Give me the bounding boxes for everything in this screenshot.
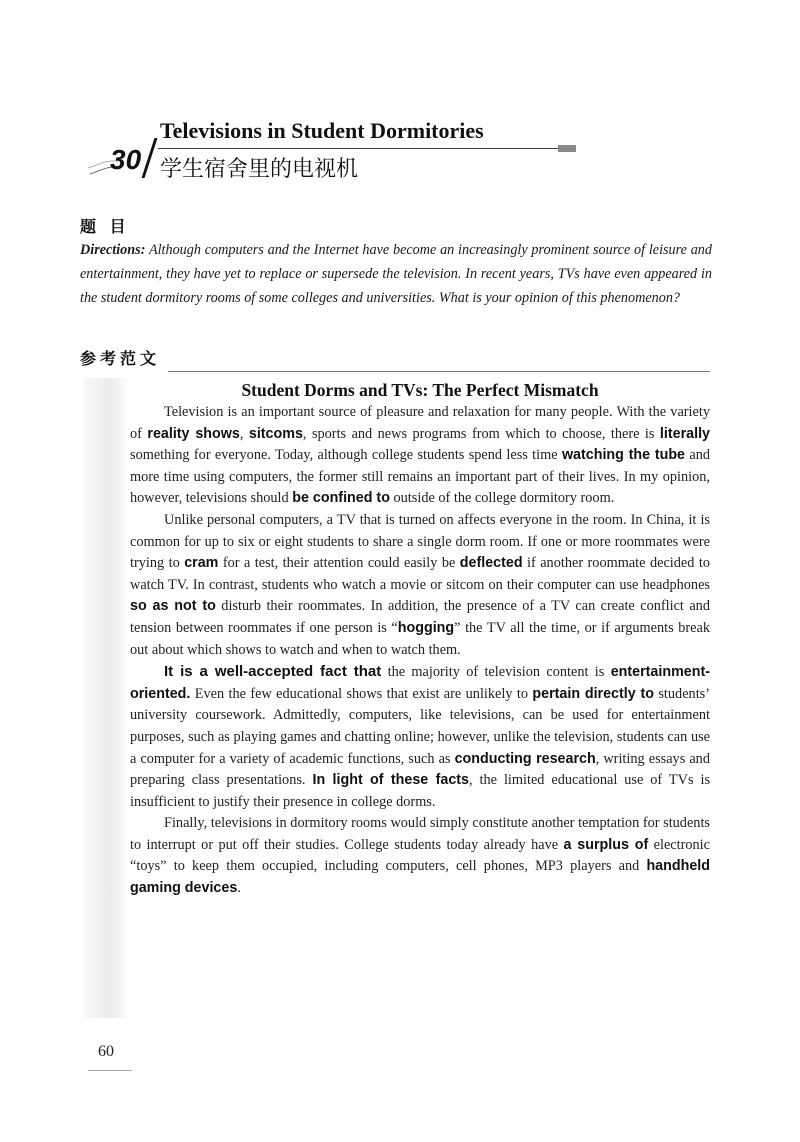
text: disturb their roommates. In addition, the presence of a TV can create conflict and tension between roommates if one person is “ xyxy=(130,598,710,636)
keyword: cram xyxy=(184,555,219,572)
text: students’ university coursework. Admittedly, computers, like televisions, can be used for entertainment purposes, such as playing games and chatting online; however, unlike the television, students can use a computer for a variety of academic functions, such as xyxy=(130,685,710,767)
text: the majority of television content is xyxy=(381,664,611,681)
text: Even the few educational shows that exist are unlikely to xyxy=(190,685,533,702)
text: . xyxy=(237,880,241,897)
essay-paragraph-1 xyxy=(130,402,710,510)
lesson-title-cn: 学生宿舍里的电视机 xyxy=(160,157,359,182)
keyword: entertainment-oriented. xyxy=(130,664,710,702)
keyword: so as not to xyxy=(130,598,216,615)
text: ” the TV all the time, or if arguments break out about which shows to watch and when to watch them. xyxy=(130,619,710,658)
title-divider xyxy=(158,148,558,149)
keyword: be confined to xyxy=(292,490,390,507)
text: and more time using computers, the former still remains an important part of their lives. In my opinion, however, televisions should xyxy=(130,447,710,507)
text: , writing essays and preparing class presentations. xyxy=(130,750,710,789)
keyword: a surplus of xyxy=(563,836,649,853)
essay-paragraph-3 xyxy=(130,661,710,813)
keyword: hogging xyxy=(397,619,455,636)
text: , the limited educational use of TVs is insufficient to justify their presence in college dorms. xyxy=(130,772,711,810)
reference-divider xyxy=(168,371,710,372)
text: electronic “toys” to keep them occupied, including computers, cell phones, MP3 players and xyxy=(130,836,711,875)
lead-phrase: It is a well-accepted fact that xyxy=(164,663,382,681)
essay-paragraph-4 xyxy=(130,813,710,899)
page-number-rule xyxy=(88,1070,132,1071)
directions-text xyxy=(80,238,712,310)
keyword: handheld gaming devices xyxy=(130,858,710,897)
text: outside of the college dormitory room. xyxy=(389,490,615,507)
keyword: reality shows xyxy=(147,425,240,442)
text: something for everyone. Today, although college students spend less time xyxy=(130,447,562,464)
text: Television is an important source of pleasure and relaxation for many people. With the variety of xyxy=(130,404,710,442)
directions-label: Directions: xyxy=(80,242,146,258)
keyword: conducting research xyxy=(454,750,596,767)
essay-body xyxy=(130,402,710,900)
keyword: pertain directly to xyxy=(532,685,654,702)
keyword: literally xyxy=(659,425,710,442)
lesson-header xyxy=(88,118,568,198)
essay-paragraph-2 xyxy=(130,510,710,661)
margin-scan-shadow xyxy=(84,378,128,1018)
prompt-section-label: 题 目 xyxy=(80,217,130,236)
lesson-title-en: Televisions in Student Dormitories xyxy=(160,118,484,143)
keyword: deflected xyxy=(459,555,523,572)
text: , xyxy=(239,425,249,442)
keyword: sitcoms xyxy=(248,425,303,442)
text: Finally, televisions in dormitory rooms would simply constitute another temptation for students to interrupt or put off their studies. College students today already have xyxy=(130,815,710,853)
keyword: watching the tube xyxy=(561,447,685,464)
text: if another roommate decided to watch TV. In contrast, students who watch a movie or sitcom on their computer can use headphones xyxy=(130,555,710,593)
reference-section-label: 参考范文 xyxy=(80,349,161,368)
text: , sports and news programs from which to choose, there is xyxy=(302,425,660,442)
page-number: 60 xyxy=(98,1043,114,1060)
text: for a test, their attention could easily be xyxy=(218,555,460,572)
essay-title: Student Dorms and TVs: The Perfect Mismatch xyxy=(241,380,599,400)
title-divider-tail xyxy=(558,145,576,152)
directions-body: Although computers and the Internet have become an increasingly prominent source of leisure and entertainment, they have yet to replace or supersede the television. In recent years, TVs have even appeared in the student dormitory rooms of some colleges and universities. What is your opinion of this phenomenon? xyxy=(80,242,712,306)
lesson-number: 30 xyxy=(110,144,142,175)
keyword: In light of these facts xyxy=(312,772,469,789)
text: Unlike personal computers, a TV that is turned on affects everyone in the room. In China, it is common for up to six or eight students to share a single dorm room. If one or more roommates were trying to xyxy=(130,511,710,572)
